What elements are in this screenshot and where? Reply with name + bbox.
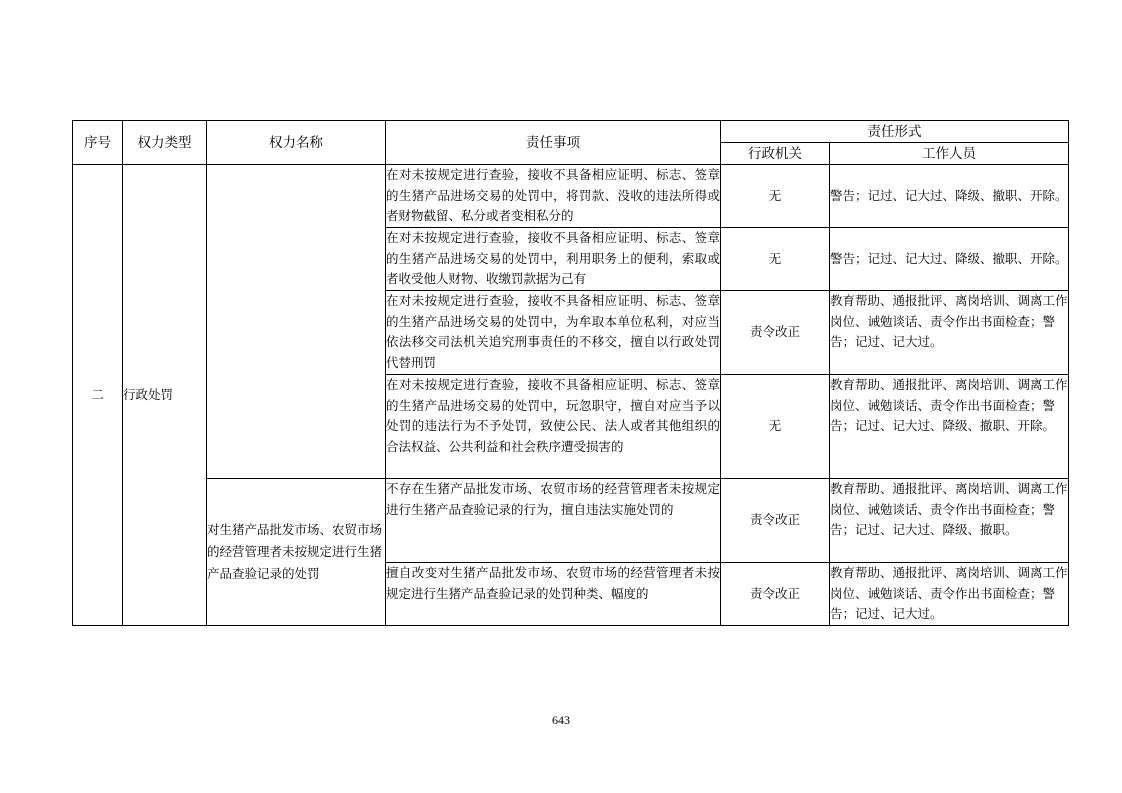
matter-cell: 不存在生猪产品批发市场、农贸市场的经营管理者未按规定进行生猪产品查验记录的行为，擅自违法实施处罚的 (386, 479, 721, 563)
matter-cell: 擅自改变对生猪产品批发市场、农贸市场的经营管理者未按规定进行生猪产品查验记录的处罚种类、幅度的 (386, 563, 721, 626)
staff-cell: 教育帮助、通报批评、离岗培训、调离工作岗位、诫勉谈话、责令作出书面检查；警告；记过、记大过。 (830, 291, 1069, 375)
org-cell: 无 (721, 228, 830, 291)
table-row (73, 479, 1069, 563)
seq-cell: 二 (73, 165, 123, 626)
staff-cell: 警告；记过、记大过、降级、撤职、开除。 (830, 165, 1069, 228)
org-cell: 责令改正 (721, 479, 830, 563)
header-responsibility-matter: 责任事项 (386, 121, 721, 165)
responsibility-table (72, 120, 1069, 626)
header-power-name: 权力名称 (207, 121, 386, 165)
header-power-type: 权力类型 (123, 121, 207, 165)
header-staff: 工作人员 (830, 143, 1069, 165)
org-cell: 无 (721, 165, 830, 228)
power-type-cell: 行政处罚 (123, 165, 207, 626)
org-cell: 无 (721, 375, 830, 479)
staff-cell: 教育帮助、通报批评、离岗培训、调离工作岗位、诫勉谈话、责令作出书面检查；警告；记过、记大过、降级、撤职。 (830, 479, 1069, 563)
header-seq: 序号 (73, 121, 123, 165)
matter-cell: 在对未按规定进行查验，接收不具备相应证明、标志、签章的生猪产品进场交易的处罚中，将罚款、没收的违法所得或者财物截留、私分或者变相私分的 (386, 165, 721, 228)
power-name-cell-empty (207, 165, 386, 479)
header-admin-organ: 行政机关 (721, 143, 830, 165)
table-row (73, 165, 1069, 228)
staff-cell: 教育帮助、通报批评、离岗培训、调离工作岗位、诫勉谈话、责令作出书面检查；警告；记过、记大过、降级、撤职、开除。 (830, 375, 1069, 479)
header-responsibility-form: 责任形式 (721, 121, 1069, 143)
org-cell: 责令改正 (721, 291, 830, 375)
matter-cell: 在对未按规定进行查验，接收不具备相应证明、标志、签章的生猪产品进场交易的处罚中，玩忽职守，擅自对应当予以处罚的违法行为不予处罚，致使公民、法人或者其他组织的合法权益、公共利益和社会秩序遭受损害的 (386, 375, 721, 479)
staff-cell: 教育帮助、通报批评、离岗培训、调离工作岗位、诫勉谈话、责令作出书面检查；警告；记过、记大过。 (830, 563, 1069, 626)
matter-cell: 在对未按规定进行查验，接收不具备相应证明、标志、签章的生猪产品进场交易的处罚中，利用职务上的便利，索取或者收受他人财物、收缴罚款据为己有 (386, 228, 721, 291)
matter-cell: 在对未按规定进行查验，接收不具备相应证明、标志、签章的生猪产品进场交易的处罚中，为牟取本单位私利，对应当依法移交司法机关追究刑事责任的不移交，擅自以行政处罚代替刑罚 (386, 291, 721, 375)
page-number: 643 (552, 713, 570, 727)
staff-cell: 警告；记过、记大过、降级、撤职、开除。 (830, 228, 1069, 291)
power-name-cell: 对生猪产品批发市场、农贸市场的经营管理者未按规定进行生猪产品查验记录的处罚 (207, 479, 386, 626)
org-cell: 责令改正 (721, 563, 830, 626)
